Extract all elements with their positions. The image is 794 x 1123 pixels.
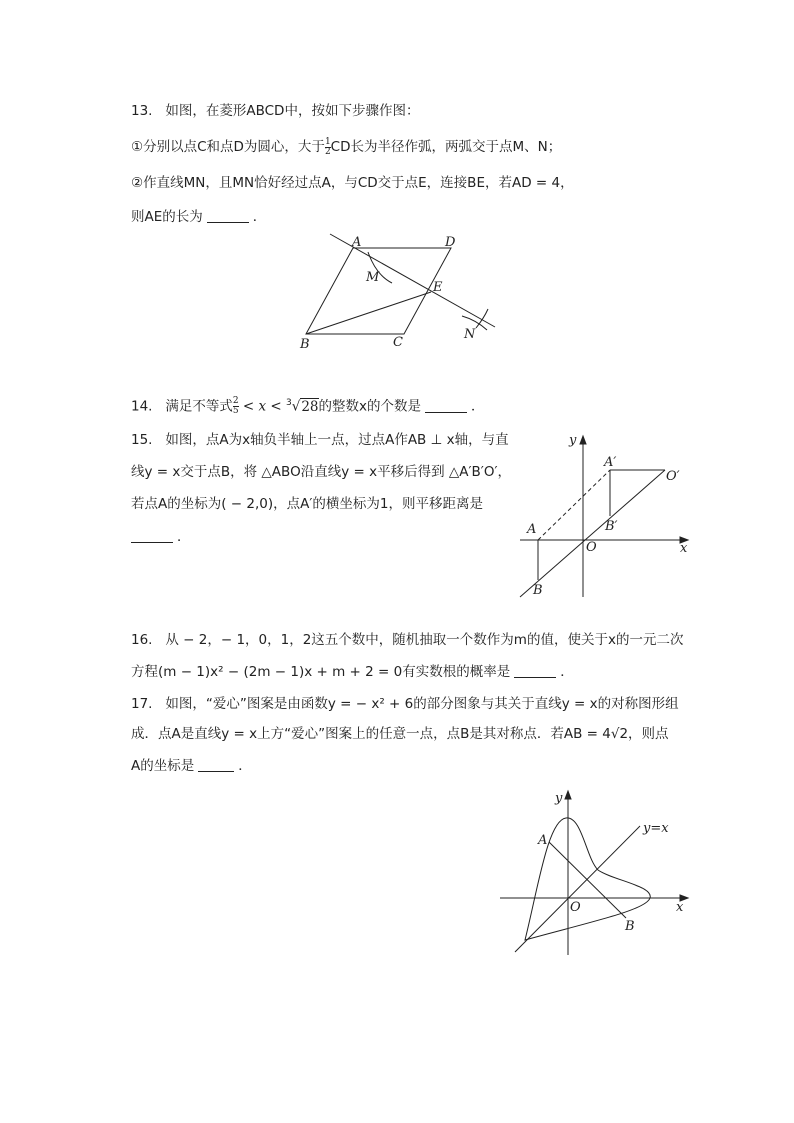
q14-root-index: 3 — [286, 398, 292, 408]
q14-frac-den: 5 — [232, 406, 239, 416]
label-b-prime: B′ — [605, 519, 618, 534]
arc-n — [476, 309, 488, 328]
q16-text1: 从 − 2，− 1，0，1，2这五个数中，随机抽取一个数作为m的值，使关于x的一元二次 — [165, 632, 684, 648]
label-b: B — [625, 919, 635, 934]
label-a: A — [527, 522, 537, 537]
label-o: O — [586, 540, 597, 555]
answer-blank[interactable] — [514, 663, 556, 678]
label-e: E — [433, 280, 443, 295]
q13-line2 — [131, 137, 561, 157]
label-n: N — [464, 327, 476, 342]
q15-number: 15. — [131, 432, 153, 448]
label-a: A — [538, 833, 548, 848]
label-a-prime: A′ — [604, 455, 617, 470]
q13-number: 13. — [131, 103, 153, 119]
q13-question: 则AE的长为 — [131, 209, 203, 225]
q17-heart-figure — [495, 785, 695, 960]
q16-line1 — [131, 630, 683, 650]
label-c: C — [393, 335, 403, 350]
answer-blank[interactable] — [131, 528, 173, 543]
q13-line4 — [131, 207, 266, 227]
q15-coordinate-figure — [515, 430, 695, 600]
q14-frac-num: 2 — [232, 396, 239, 406]
label-y: y — [569, 433, 577, 448]
q16-number: 16. — [131, 632, 153, 648]
label-d: D — [445, 235, 456, 250]
q13-step1-a: ①分别以点C和点D为圆心，大于 — [131, 139, 325, 155]
q15-line2: 线y = x交于点B，将 △ABO沿直线y = x平移后得到 △A′B′O′， — [131, 464, 512, 480]
label-y-eq-x: y=x — [643, 821, 669, 836]
q14-radicand: 28 — [301, 398, 319, 415]
q14-end: ． — [471, 398, 485, 415]
q17-text3: A的坐标是 — [131, 758, 195, 774]
answer-blank[interactable] — [207, 208, 249, 223]
q13-line1 — [131, 101, 419, 121]
q17-text1: 如图，“爱心”图案是由函数y = − x² + 6的部分图象与其关于直线y = x的对称图形组 — [165, 696, 679, 712]
q17-line1 — [131, 694, 679, 714]
segment-be — [306, 292, 431, 334]
line-y-eq-x — [520, 470, 665, 597]
y-axis-arrow — [580, 436, 586, 444]
q15-line4 — [131, 527, 191, 547]
q17-number: 17. — [131, 696, 153, 712]
label-x: x — [676, 900, 684, 915]
q13-end: ． — [252, 209, 267, 225]
q15-line1 — [131, 430, 509, 450]
q13-line3: ②作直线MN，且MN恰好经过点A，与CD交于点E，连接BE，若AD = 4， — [131, 175, 574, 191]
q13-rhombus-figure — [290, 230, 510, 355]
answer-blank[interactable] — [198, 757, 234, 772]
label-o: O — [570, 900, 581, 915]
q14-line: 14. 满足不等式 $\frac{2}{5}$ < x < $^3$√28的整数x的个数是 ． — [131, 396, 485, 416]
label-b: B — [533, 583, 543, 598]
label-y: y — [555, 791, 563, 806]
q17-line3 — [131, 756, 252, 776]
q13-frac-den: 2 — [324, 146, 331, 157]
q13-step1-b: CD长为半径作弧，两弧交于点M、N； — [330, 139, 562, 155]
q16-end: ． — [560, 664, 574, 680]
q14-text-c: 的整数x的个数是 — [318, 398, 422, 415]
label-o-prime: O′ — [666, 469, 680, 484]
y-axis-arrow — [565, 791, 571, 799]
q16-line2 — [131, 662, 574, 682]
label-m: M — [366, 270, 380, 285]
q15-end: ． — [177, 529, 191, 545]
q15-line3: 若点A的坐标为( − 2,0)，点A′的横坐标为1，则平移距离是 — [131, 496, 484, 512]
q14-inequality: < x < — [238, 398, 286, 415]
label-a: A — [352, 235, 362, 250]
answer-blank[interactable] — [425, 398, 467, 413]
q14-text-a: 满足不等式 — [165, 398, 233, 415]
q13-frac-num: 1 — [324, 136, 331, 147]
q16-text2: 方程(m − 1)x² − (2m − 1)x + m + 2 = 0有实数根的概率是 — [131, 664, 511, 680]
q13-text: 如图，在菱形ABCD中，按如下步骤作图： — [165, 103, 420, 119]
q14-number: 14. — [131, 398, 153, 415]
q17-line2: 成．点A是直线y = x上方“爱心”图案上的任意一点，点B是其对称点．若AB = 4√2，则点 — [131, 726, 669, 742]
q17-end: ． — [238, 758, 252, 774]
label-b: B — [300, 337, 310, 352]
q15-text1: 如图，点A为x轴负半轴上一点，过点A作AB ⊥ x轴，与直 — [165, 432, 509, 448]
line-y-eq-x — [515, 826, 640, 952]
translation-dashed — [538, 470, 610, 540]
label-x: x — [680, 541, 688, 556]
